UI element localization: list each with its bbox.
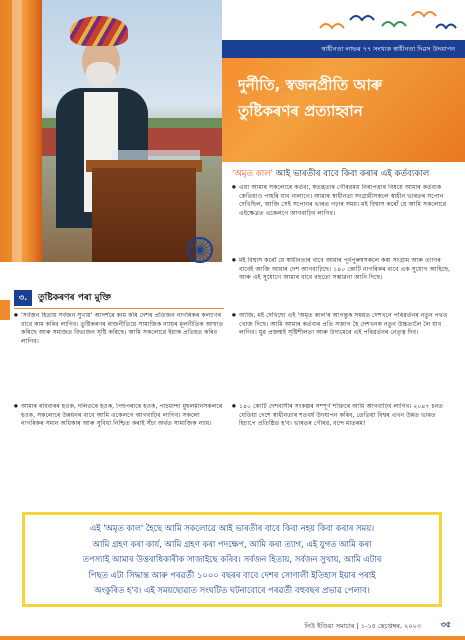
quote-box [22,512,442,607]
section-number: ৩. [14,290,32,306]
list-item: ● এয়া আমাৰ সকলোৰে কৰ্তব্য, স্বতন্ত্ৰতাৰ গৌৰৱময় নিৰাপত্তাৰ বিষয়ে আমাৰ কৰ্তব্যক কেতিয়াও পাহৰি যাব নালাগে। আমাৰ স্বাধীনতা সংগ্ৰামীসকলে স্বাধীন ভাৰতৰ সপোন দেখিছিল, আজি সেই সপোনৰ ভাৰত গঢ়াৰ সময়। মই বিশ্বাস কৰোঁ যে আমি সকলোৱে এইক্ষেত্ৰত একেলগে আগবাঢ়িব লাগিব। [232,184,454,254]
footer-bar [0,636,465,640]
title-line-1: দুৰ্নীতি, স্বজনপ্ৰীতি আৰু [238,76,383,94]
page-number: ৩৫ [440,620,451,629]
right-bullet-list [232,184,454,473]
header-strip: স্বাধীনতা লাভৰ ৭৭ সংখ্যক স্বাধীনতা দিৱস উদযাপন [222,40,465,58]
list-item: ● মই বিশ্বাস কৰোঁ যে স্বাধীনতাৰ বাবে আমাৰ পূৰ্বপুৰুষসকলে কৰা সংগ্ৰাম আৰু ত্যাগৰ বাবেই আজি আমাৰ দেশ আগবাঢ়িছে। ১৪০ কোটি নাগৰিকৰ বাবে এক সুযোগ আহিছে, আৰু এই সুযোগে আমাৰ বাবে বহুতো সম্ভাৱনা আনি দিছে। [232,257,454,309]
section-title: তুষ্টিকৰণৰ পৰা মুক্তি [38,293,111,303]
footer-publication: নিউ ইণ্ডিয়া সমাচাৰ | ১-১৫ ছেপ্তেম্বৰ, ২০২৩ [304,622,421,630]
ashoka-chakra-icon [186,236,214,264]
birds-icon [300,6,460,38]
quote-line-4: পিছত এটা সিদ্ধান্ত আৰু পৰৱৰ্তী ১০০০ বছৰৰ বাবে দেশৰ সোণালী ইতিহাস ইয়াৰ পৰাই [88,569,376,580]
intro-highlight: 'অমৃত কাল' [232,169,274,179]
section-rule [14,308,224,309]
quote-line-5: অংকুৰিত হ'ব। এই সময়ছোৱাত সংঘটিত ঘটনাবোৰে পৰৱৰ্তী বহুবছৰ প্ৰভাৱ পেলাব। [94,585,370,595]
list-item: ● আজি, মই দেখিছো এই 'অমৃত কাল'ৰ আগন্তুক সময়ত দেশখনে পৰিৱৰ্তনৰ নতুন পথত খোজ দিছে। আমি আমাৰ কৰ্তব্যৰ প্ৰতি সজাগ হৈ দেশখনক নতুন উচ্চতালৈ লৈ যাব লাগিব। যুৱ প্ৰজন্মই সৃষ্টিশীলতা আৰু উদ্যমেৰে এই পৰিৱৰ্তনৰ নেতৃত্ব দিব। [232,312,454,400]
quote-line-2: আমি গ্ৰহণ কৰা কাৰ্য, আমি গ্ৰহণ কৰা পদক্ষেপ, আমি কৰা ত্যাগ, এই যুগত আমি কৰা [92,538,372,549]
photo-flag-fold [12,0,22,262]
right-column [232,168,454,476]
speech-photo [0,0,222,262]
page-footer [0,616,465,636]
quote-text [35,521,429,599]
quote-line-3: তপস্যাই আমাৰ উত্তৰাধিকাৰীক সাজাইছে কৰিব। সৰ্বজন হিতায়, সৰ্বজন সুখায়, আমি এটাৰ [82,554,382,564]
photo-speaker-turban [70,16,128,46]
page-edge-marker [0,300,10,320]
article-title [238,72,458,124]
list-item: ● 'সৰ্বজন হিতায় সৰ্বজন সুখায়' আদৰ্শৰে কাম কৰি দেশৰ প্ৰতিজন নাগৰিকৰ কল্যাণৰ বাবে কাম কৰিব লাগিব। তুষ্টিকৰণৰ ৰাজনীতিয়ে সামাজিক ন্যায়ৰ মূলনীতিক আঘাত কৰিছে আৰু সমাজত বিভাজন সৃষ্টি কৰিছে। আমি সকলোৱে ইয়াক প্ৰতিহত কৰিব লাগিব। [14,312,224,400]
list-item: ● আমাৰ ৰবিবাৰৰ হওক, দলিতৰে হওক, পিছপৰাৰে হওক, পাচমান্দা মুছলমানসকলৰে হওক, সকলোৰে উন্নয়নৰ বাবে আমি একেলগে আগবাঢ়িব লাগিব। সকলো নাগৰিকৰ সমান অধিকাৰ আৰু সুবিধা নিশ্চিত কৰাই সঁচা অৰ্থত সামাজিক ন্যায়। [14,403,224,473]
intro-heading [232,168,454,180]
list-item: ● ১৪০ কোটি দেশবাসীৰ সংকল্পৰ সম্পূৰ্ণ শক্তিৰে আমি আগবাঢ়িব লাগিব। ২০৪৭ চনত যেতিয়া দেশে স্বাধীনতাৰ শতবৰ্ষ উদযাপন কৰিব, তেতিয়া বিশ্বৰ এখন উন্নত ভাৰত হিচাপে প্ৰতিষ্ঠিত হ'ব। ভাৰতৰ গৌৰৱ, বন্দে মাতৰম! [232,403,454,473]
photo-podium [92,168,196,262]
photo-speaker-beard [86,62,116,88]
left-column [14,312,224,476]
intro-rest: আই ভাৰতীৰ বাবে কিবা কৰাৰ এই কৰ্তব্যকাল [273,169,430,179]
quote-line-1: এই 'অমৃত কাল' হৈছে আমি সকলোৱে আই ভাৰতীৰ বাবে কিবা নহয় কিবা কৰাৰ সময়। [89,523,375,533]
left-bullet-list [14,312,224,473]
title-line-2: তুষ্টিকৰণৰ প্ৰত্যাহ্বান [238,102,363,120]
section-heading [14,290,224,306]
